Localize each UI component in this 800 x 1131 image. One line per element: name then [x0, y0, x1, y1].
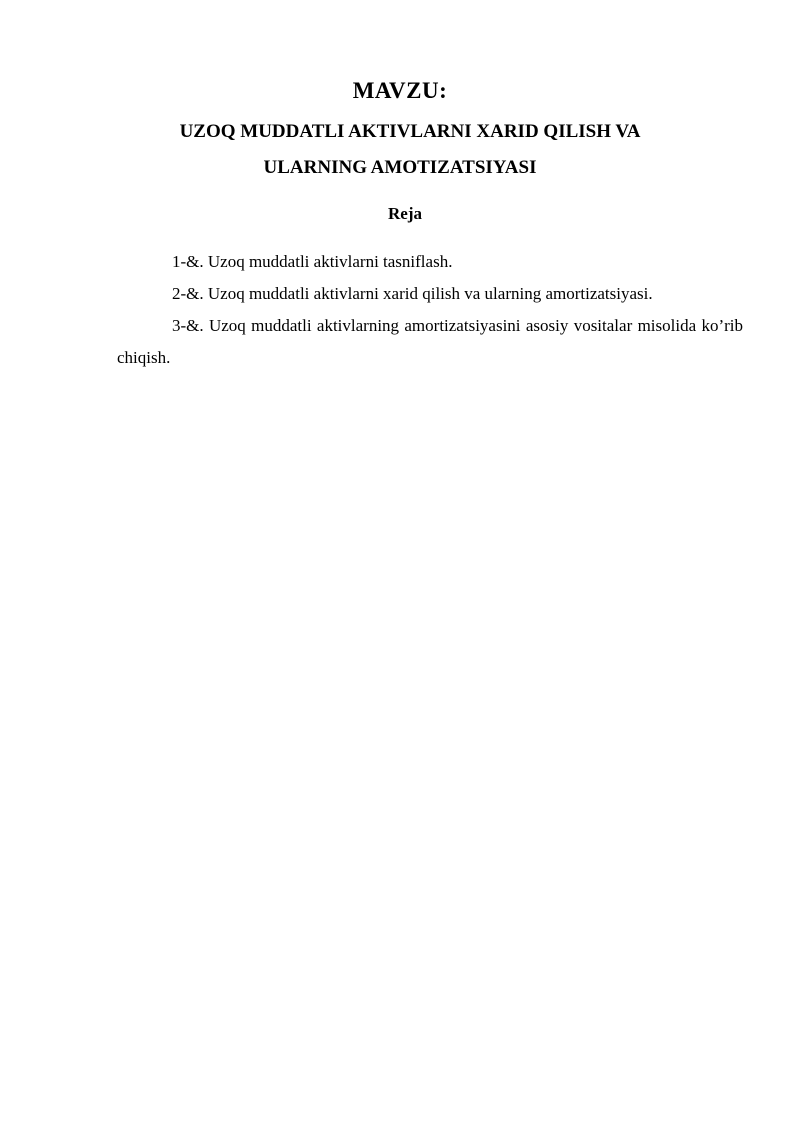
- plan-list: [117, 246, 743, 374]
- topic-label: MAVZU:: [352, 78, 448, 103]
- plan-heading: Reja: [388, 204, 422, 223]
- document-title-line-2: ULARNING AMOTIZATSIYASI: [263, 157, 537, 178]
- plan-item-1: 1-&. Uzoq muddatli aktivlarni tasniflash.: [172, 252, 453, 271]
- plan-item-3: 3-&. Uzoq muddatli aktivlarning amortizatsiyasini asosiy vositalar misolida ko’rib chiqish.: [117, 316, 743, 367]
- plan-item-2: 2-&. Uzoq muddatli aktivlarni xarid qilish va ularning amortizatsiyasi.: [172, 284, 653, 303]
- document-title-line-1: UZOQ MUDDATLI AKTIVLARNI XARID QILISH VA: [179, 121, 641, 142]
